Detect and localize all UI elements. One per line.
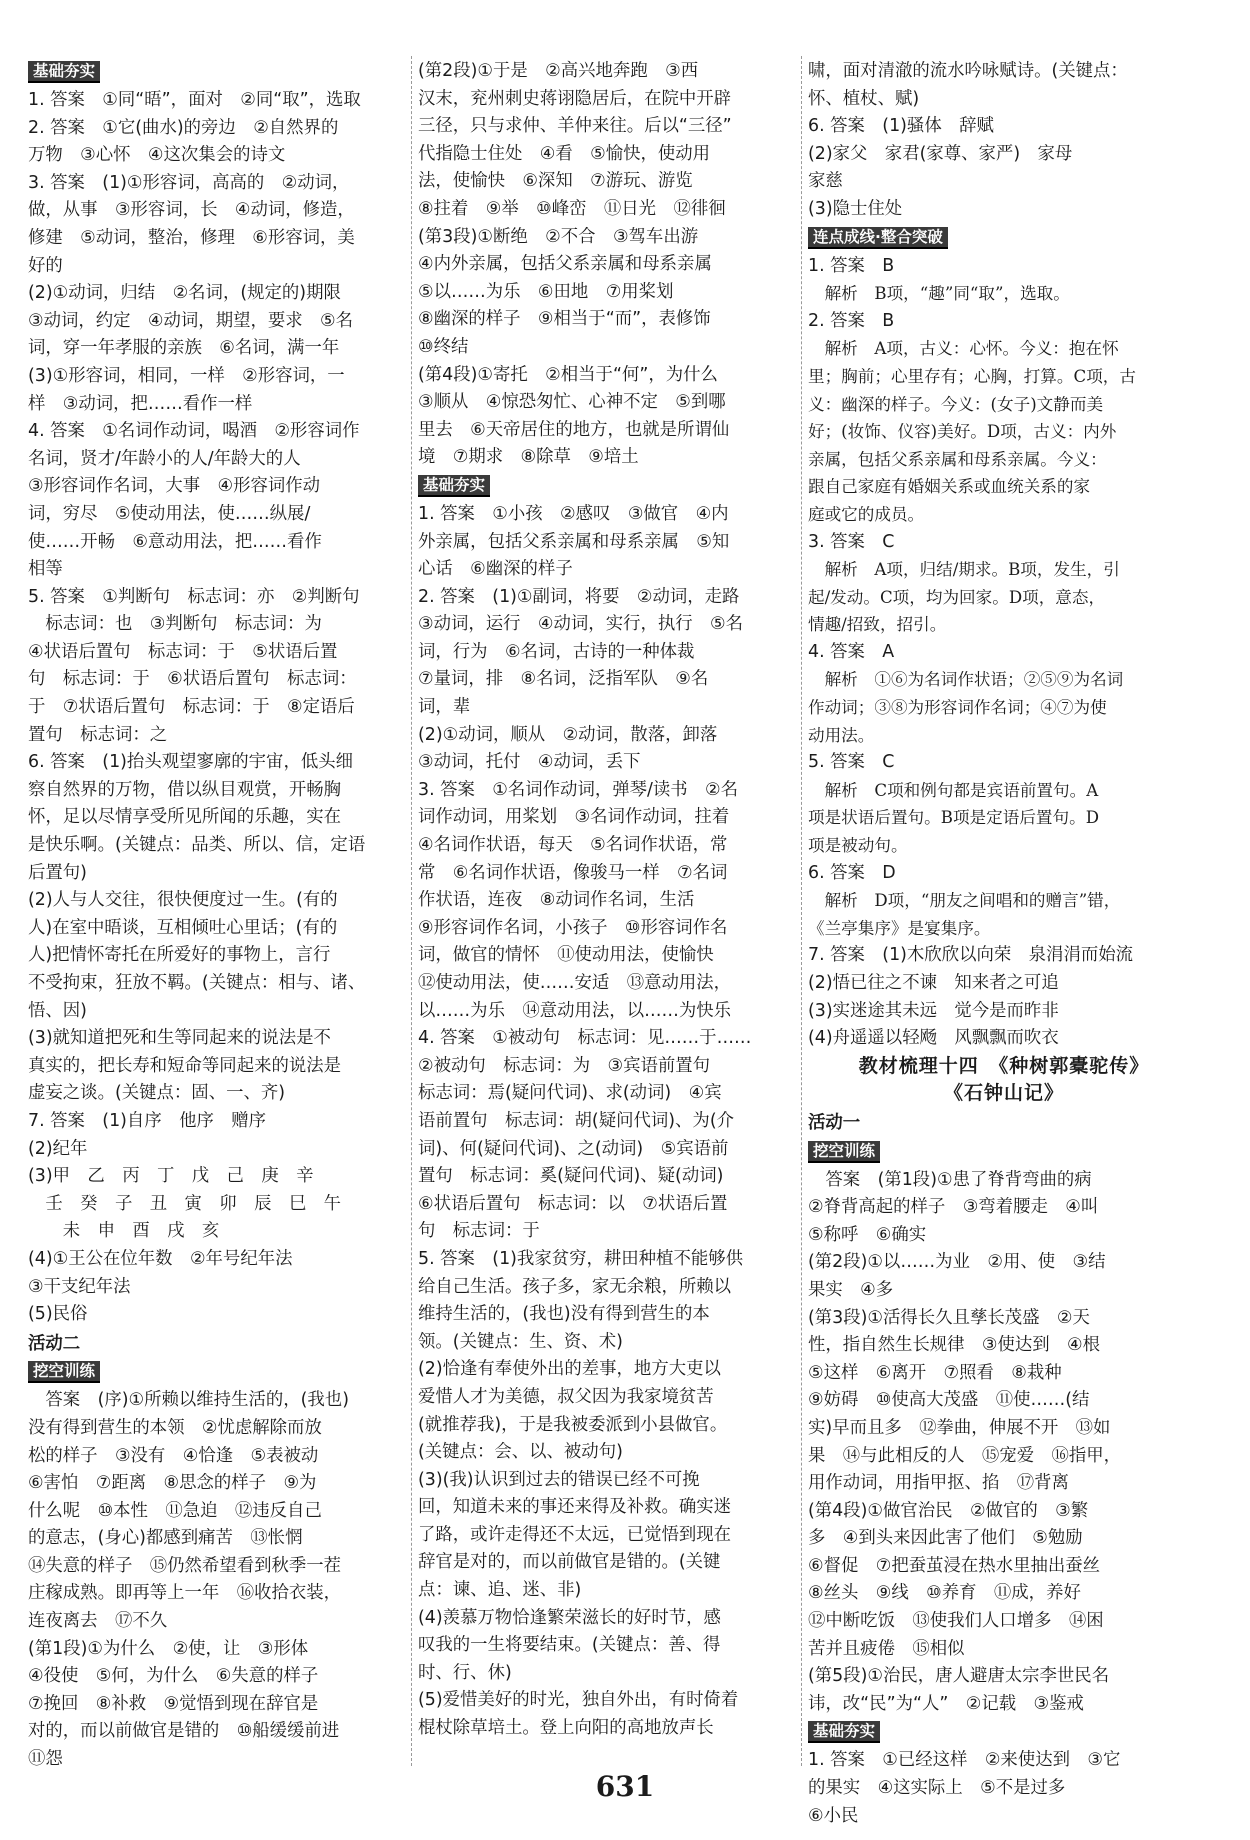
answer-line: ⑥督促 ⑦把蚕茧浸在热水里抽出蚕丝 bbox=[808, 1555, 1101, 1576]
section-label bbox=[808, 1718, 1200, 1747]
answer-line: 相等 bbox=[28, 559, 63, 580]
answer-line: 6. 答案 D bbox=[808, 862, 896, 883]
column-right bbox=[808, 58, 1200, 1830]
answer-line: (2)纪年 bbox=[28, 1138, 88, 1159]
answer-line: 常 ⑥名词作状语，像骏马一样 ⑦名词 bbox=[418, 862, 728, 883]
answer-line: 于 ⑦状语后置句 标志词：于 ⑧定语后 bbox=[28, 697, 355, 718]
answer-line: 果 ⑭与此相反的人 ⑮宠爱 ⑯指甲， bbox=[808, 1445, 1122, 1466]
answer-line: 词，穷尽 ⑤使动用法，使……纵展/ bbox=[28, 503, 311, 524]
answer-line: (3)(我)认识到过去的错误已经不可挽 bbox=[418, 1469, 700, 1490]
answer-line: (第2段)①于是 ②高兴地奔跑 ③西 bbox=[418, 61, 699, 81]
section-label-text: 连点成线·整合突破 bbox=[808, 227, 948, 249]
analysis-line: 解析 D项，“朋友之间唱和的赠言”错， bbox=[808, 891, 1121, 911]
section-label bbox=[808, 1138, 1200, 1167]
answer-line: 啸，面对清澈的流水吟咏赋诗。(关键点： bbox=[808, 61, 1128, 81]
answer-line: 好的 bbox=[28, 255, 63, 276]
analysis-line: 解析 A项，归结/期求。B项，发生，引 bbox=[808, 560, 1120, 580]
page-number: 631 bbox=[595, 1770, 655, 1803]
section-label bbox=[418, 472, 796, 501]
answer-line: 里去 ⑥天帝居住的地方，也就是所谓仙 bbox=[418, 419, 730, 440]
answer-line: 词)、何(疑问代词)、之(动词) ⑤宾语前 bbox=[418, 1138, 729, 1159]
answer-line: (5)爱惜美好的时光，独自外出，有时倚着 bbox=[418, 1690, 739, 1711]
answer-line: 答案 (第1段)①患了脊背弯曲的病 bbox=[808, 1169, 1092, 1190]
answer-line: 的意志，(身心)都感到痛苦 ⑬怅惘 bbox=[28, 1528, 303, 1549]
answer-line: 未 申 酉 戌 亥 bbox=[28, 1221, 220, 1242]
answer-line: (第3段)①断绝 ②不合 ③驾车出游 bbox=[418, 226, 699, 247]
answer-line: 1. 答案 ①小孩 ②感叹 ③做官 ④内 bbox=[418, 503, 729, 524]
section-label bbox=[28, 1358, 406, 1387]
answer-line: 修建 ⑤动词，整治，修理 ⑥形容词，美 bbox=[28, 227, 355, 248]
answer-line: 词作动词，用桨划 ③名词作动词，拄着 bbox=[418, 807, 730, 828]
analysis-line: 跟自己家庭有婚姻关系或血统关系的家 bbox=[808, 477, 1091, 497]
answer-line: 怀，足以尽情享受所见所闻的乐趣，实在 bbox=[28, 807, 342, 828]
answer-line: ⑩终结 bbox=[418, 336, 469, 357]
answer-line: ⑪怨 bbox=[28, 1749, 63, 1770]
activity-heading: 活动一 bbox=[808, 1112, 861, 1133]
answer-line: 用作动词，用指甲抠、掐 ⑰背离 bbox=[808, 1473, 1069, 1494]
answer-line: (第2段)①以……为业 ②用、使 ③结 bbox=[808, 1252, 1106, 1273]
answer-line: 领。(关键点：生、资、术) bbox=[418, 1331, 623, 1352]
answer-line: (第3段)①活得长久且孳长茂盛 ②天 bbox=[808, 1307, 1090, 1328]
answer-line: 的果实 ④这实际上 ⑤不是过多 bbox=[808, 1778, 1066, 1799]
analysis-line: 动用法。 bbox=[808, 725, 875, 745]
answer-line: (2)人与人交往，很快便度过一生。(有的 bbox=[28, 890, 338, 911]
analysis-line: 作动词；③⑧为形容词作名词；④⑦为使 bbox=[808, 698, 1107, 718]
answer-line: (2)①动词，归结 ②名词，(规定的)期限 bbox=[28, 283, 341, 304]
answer-line: 汉末，兖州刺史蒋诩隐居后，在院中开辟 bbox=[418, 88, 732, 109]
answer-line: 真实的，把长寿和短命等同起来的说法是 bbox=[28, 1055, 342, 1076]
answer-line: (第4段)①做官治民 ②做官的 ③繁 bbox=[808, 1500, 1089, 1521]
analysis-line: 解析 ①⑥为名词作状语；②⑤⑨为名词 bbox=[808, 670, 1124, 690]
answer-line: 7. 答案 (1)自序 他序 赠序 bbox=[28, 1110, 267, 1131]
answer-line: ⑥状语后置句 标志词：以 ⑦状语后置 bbox=[418, 1193, 728, 1214]
section-label-text: 挖空训练 bbox=[808, 1141, 880, 1163]
section-label-text: 挖空训练 bbox=[28, 1361, 100, 1383]
answer-line: 4. 答案 A bbox=[808, 641, 895, 662]
analysis-line: 解析 C项和例句都是宾语前置句。A bbox=[808, 780, 1099, 800]
answer-line: 词，做官的情怀 ⑪使动用法，使愉快 bbox=[418, 945, 714, 966]
answer-line: (3)就知道把死和生等同起来的说法是不 bbox=[28, 1028, 331, 1049]
answer-line: 1. 答案 ①同“晤”，面对 ②同“取”，选取 bbox=[28, 90, 361, 110]
answer-line: 人)把情怀寄托在所爱好的事物上，言行 bbox=[28, 945, 331, 966]
answer-line: ④役使 ⑤何，为什么 ⑥失意的样子 bbox=[28, 1666, 319, 1687]
answer-line: 5. 答案 ①判断句 标志词：亦 ②判断句 bbox=[28, 586, 360, 607]
answer-line: ③干支纪年法 bbox=[28, 1276, 131, 1297]
answer-line: 词，辈 bbox=[418, 697, 471, 718]
column-divider bbox=[801, 56, 802, 1766]
answer-line: 置句 标志词：之 bbox=[28, 724, 168, 745]
answer-line: 名词，贤才/年龄小的人/年龄大的人 bbox=[28, 448, 301, 469]
answer-line: ③动词，运行 ④动词，实行，执行 ⑤名 bbox=[418, 614, 744, 635]
answer-line: 词，行为 ⑥名词，古诗的一种体裁 bbox=[418, 641, 695, 662]
answer-line: 是快乐啊。(关键点：品类、所以、信，定语 bbox=[28, 835, 366, 856]
analysis-line: 庭或它的成员。 bbox=[808, 504, 925, 524]
answer-line: 6. 答案 (1)骚体 辞赋 bbox=[808, 116, 994, 137]
answer-line: 不受拘束，狂放不羁。(关键点：相与、诸、 bbox=[28, 973, 366, 993]
answer-line: ⑥小民 bbox=[808, 1805, 859, 1826]
answer-line: 后置句) bbox=[28, 862, 87, 883]
answer-line: 句 标志词：于 bbox=[418, 1221, 540, 1242]
answer-line: 点：谏、追、迷、非) bbox=[418, 1580, 582, 1601]
answer-line: ③顺从 ④惊恐匆忙、心神不定 ⑤到哪 bbox=[418, 392, 726, 413]
section-label-text: 基础夯实 bbox=[28, 61, 100, 83]
answer-line: ④内外亲属，包括父系亲属和母系亲属 bbox=[418, 254, 712, 275]
column-left bbox=[28, 58, 406, 1774]
answer-line: 察自然界的万物，借以纵目观赏，开畅胸 bbox=[28, 779, 342, 800]
answer-line: 给自己生活。孩子多，家无余粮，所赖以 bbox=[418, 1276, 732, 1297]
answer-line: 爱惜人才为美德，叔父因为我家境贫苦 bbox=[418, 1386, 714, 1407]
answer-line: 以……为乐 ⑭意动用法，以……为快乐 bbox=[418, 1000, 732, 1021]
analysis-line: 项是被动句。 bbox=[808, 836, 908, 856]
analysis-line: 好；(妆饰、仪容)美好。D项，古义：内外 bbox=[808, 422, 1117, 442]
answer-line: ③动词，托付 ④动词，丢下 bbox=[418, 752, 641, 773]
answer-line: (2)恰逢有奉使外出的差事，地方大吏以 bbox=[418, 1359, 721, 1380]
answer-line: 虚妄之谈。(关键点：固、一、齐) bbox=[28, 1083, 286, 1104]
answer-line: 实)早而且多 ⑫拳曲，伸展不开 ⑬如 bbox=[808, 1417, 1111, 1438]
answer-line: 回，知道未来的事还来得及补救。确实迷 bbox=[418, 1497, 732, 1518]
answer-line: ⑭失意的样子 ⑮仍然希望看到秋季一茬 bbox=[28, 1555, 342, 1576]
section-label-text: 基础夯实 bbox=[418, 475, 490, 497]
answer-line: 棍杖除草培土。登上向阳的高地放声长 bbox=[418, 1718, 714, 1739]
answer-line: 2. 答案 ①它(曲水)的旁边 ②自然界的 bbox=[28, 117, 339, 138]
answer-line: 没有得到营生的本领 ②忧虑解除而放 bbox=[28, 1417, 322, 1438]
answer-line: 时、行、休) bbox=[418, 1662, 512, 1683]
answer-line: ②脊背高起的样子 ③弯着腰走 ④叫 bbox=[808, 1197, 1099, 1218]
answer-line: 境 ⑦期求 ⑧除草 ⑨培土 bbox=[418, 447, 639, 468]
column-divider bbox=[411, 56, 412, 1766]
answer-line: 什么呢 ⑩本性 ⑪急迫 ⑫违反自己 bbox=[28, 1500, 322, 1521]
analysis-line: 《兰亭集序》是宴集序。 bbox=[808, 918, 991, 938]
chapter-title: 《石钟山记》 bbox=[943, 1082, 1064, 1105]
answer-line: ③动词，约定 ④动词，期望，要求 ⑤名 bbox=[28, 310, 354, 331]
answer-line: 5. 答案 C bbox=[808, 752, 895, 773]
answer-line: 心话 ⑥幽深的样子 bbox=[418, 559, 573, 580]
answer-line: 4. 答案 ①被动句 标志词：见……于…… bbox=[418, 1028, 752, 1049]
answer-line: 辞官是对的，而以前做官是错的。(关键 bbox=[418, 1552, 721, 1573]
answer-line: ⑦挽回 ⑧补救 ⑨觉悟到现在辞官是 bbox=[28, 1693, 319, 1714]
answer-line: 置句 标志词：奚(疑问代词)、疑(动词) bbox=[418, 1166, 724, 1187]
answer-line: ④状语后置句 标志词：于 ⑤状语后置 bbox=[28, 641, 338, 662]
analysis-line: 里；胸前；心里存有；心胸，打算。C项，古 bbox=[808, 366, 1136, 386]
answer-line: ④名词作状语，每天 ⑤名词作状语，常 bbox=[418, 835, 728, 856]
answer-line: ⑤称呼 ⑥确实 bbox=[808, 1224, 927, 1245]
answer-line: 万物 ③心怀 ④这次集会的诗文 bbox=[28, 145, 286, 166]
answer-line: (第1段)①为什么 ②使，让 ③形体 bbox=[28, 1638, 309, 1659]
analysis-line: 亲属，包括父系亲属和母系亲属。今义： bbox=[808, 449, 1107, 469]
answer-line: (关键点：会、以、被动句) bbox=[418, 1442, 623, 1463]
answer-line: 叹我的一生将要结束。(关键点：善、得 bbox=[418, 1635, 721, 1656]
answer-line: 2. 答案 (1)①副词，将要 ②动词，走路 bbox=[418, 586, 740, 607]
answer-line: 标志词：也 ③判断句 标志词：为 bbox=[28, 614, 322, 635]
answer-line: 7. 答案 (1)木欣欣以向荣 泉涓涓而始流 bbox=[808, 945, 1134, 966]
answer-line: 果实 ④多 bbox=[808, 1279, 894, 1300]
section-label bbox=[808, 224, 1200, 253]
answer-line: 性，指自然生长规律 ③使达到 ④根 bbox=[808, 1335, 1101, 1356]
answer-line: ⑥害怕 ⑦距离 ⑧思念的样子 ⑨为 bbox=[28, 1473, 317, 1494]
column-middle bbox=[418, 58, 796, 1743]
answer-line: ⑫使动用法，使……安适 ⑬意动用法， bbox=[418, 973, 732, 993]
section-label bbox=[28, 58, 406, 87]
answer-line: 悟、因) bbox=[28, 1000, 87, 1021]
answer-line: 松的样子 ③没有 ④恰逢 ⑤表被动 bbox=[28, 1445, 319, 1466]
answer-line: (第5段)①治民，唐人避唐太宗李世民名 bbox=[808, 1666, 1110, 1687]
answer-line: ⑫中断吃饭 ⑬使我们人口增多 ⑭困 bbox=[808, 1611, 1104, 1632]
answer-line: 1. 答案 ①已经这样 ②来使达到 ③它 bbox=[808, 1750, 1121, 1771]
answer-line: 维持生活的，(我也)没有得到营生的本 bbox=[418, 1304, 710, 1325]
answer-line: 连夜离去 ⑰不久 bbox=[28, 1611, 168, 1632]
answer-line: 标志词：焉(疑问代词)、求(动词) ④宾 bbox=[418, 1083, 722, 1104]
answer-line: 外亲属，包括父系亲属和母系亲属 ⑤知 bbox=[418, 531, 730, 552]
answer-line: ⑨形容词作名词，小孩子 ⑩形容词作名 bbox=[418, 917, 728, 938]
answer-line: 代指隐士住处 ④看 ⑤愉快，使动用 bbox=[418, 143, 711, 164]
analysis-line: 解析 B项，“趣”同“取”，选取。 bbox=[808, 284, 1070, 304]
answer-line: ⑤这样 ⑥离开 ⑦照看 ⑧栽种 bbox=[808, 1362, 1062, 1383]
answer-line: 对的，而以前做官是错的 ⑩船缓缓前进 bbox=[28, 1721, 340, 1742]
answer-line: ⑧幽深的样子 ⑨相当于“而”，表修饰 bbox=[418, 309, 711, 330]
answer-line: 庄稼成熟。即再等上一年 ⑯收拾衣装， bbox=[28, 1583, 342, 1604]
answer-line: ②被动句 标志词：为 ③宾语前置句 bbox=[418, 1055, 711, 1076]
analysis-line: 项是状语后置句。B项是定语后置句。D bbox=[808, 808, 1099, 828]
answer-line: ⑧拄着 ⑨举 ⑩峰峦 ⑪日光 ⑫徘徊 bbox=[418, 198, 726, 219]
answer-line: 样 ③动词，把……看作一样 bbox=[28, 393, 253, 414]
answer-line: (3)隐士住处 bbox=[808, 198, 903, 219]
answer-line: (4)羡慕万物恰逢繁荣滋长的好时节，感 bbox=[418, 1607, 721, 1628]
chapter-title: 教材梳理十四 《种树郭橐驼传》 bbox=[858, 1054, 1150, 1077]
activity-heading: 活动二 bbox=[28, 1333, 81, 1354]
answer-line: 怀、植杖、赋) bbox=[808, 88, 920, 109]
analysis-line: 解析 A项，古义：心怀。今义：抱在怀 bbox=[808, 339, 1119, 359]
answer-line: (5)民俗 bbox=[28, 1304, 88, 1325]
answer-line: ⑧丝头 ⑨线 ⑩养育 ⑪成，养好 bbox=[808, 1583, 1081, 1604]
answer-line: 讳，改“民”为“人” ②记载 ③鉴戒 bbox=[808, 1693, 1084, 1714]
answer-line: ⑨妨碍 ⑩使高大茂盛 ⑪使……(结 bbox=[808, 1390, 1090, 1411]
answer-line: (4)舟遥遥以轻飏 风飘飘而吹衣 bbox=[808, 1028, 1059, 1049]
answer-line: 了路，或许走得还不太远，已觉悟到现在 bbox=[418, 1524, 732, 1545]
answer-line: 3. 答案 C bbox=[808, 531, 895, 552]
answer-line: (4)①王公在位年数 ②年号纪年法 bbox=[28, 1248, 293, 1269]
answer-line: 6. 答案 (1)抬头观望寥廓的宇宙，低头细 bbox=[28, 752, 354, 773]
answer-line: 苦并且疲倦 ⑮相似 bbox=[808, 1638, 965, 1659]
answer-line: 做，从事 ③形容词，长 ④动词，修造， bbox=[28, 200, 355, 221]
answer-line: 3. 答案 (1)①形容词，高高的 ②动词， bbox=[28, 172, 350, 193]
answer-line: (3)实迷途其未远 觉今是而昨非 bbox=[808, 1000, 1059, 1021]
section-label-text: 基础夯实 bbox=[808, 1721, 880, 1743]
answer-line: (3)甲 乙 丙 丁 戊 己 庚 辛 bbox=[28, 1166, 314, 1187]
answer-line: (就推荐我)，于是我被委派到小县做官。 bbox=[418, 1414, 728, 1435]
answer-line: 3. 答案 ①名词作动词，弹琴/读书 ②名 bbox=[418, 779, 739, 800]
answer-line: 句 标志词：于 ⑥状语后置句 标志词： bbox=[28, 669, 357, 690]
answer-line: (2)家父 家君(家尊、家严) 家母 bbox=[808, 143, 1073, 164]
answer-line: 语前置句 标志词：胡(疑问代词)、为(介 bbox=[418, 1110, 734, 1131]
answer-line: ③形容词作名词，大事 ④形容词作动 bbox=[28, 476, 321, 497]
analysis-line: 义：幽深的样子。今义：(女子)文静而美 bbox=[808, 394, 1104, 414]
answer-line: 5. 答案 (1)我家贫穷，耕田种植不能够供 bbox=[418, 1248, 744, 1269]
answer-line: 家慈 bbox=[808, 171, 843, 192]
answer-line: ⑦量词，排 ⑧名词，泛指军队 ⑨名 bbox=[418, 669, 709, 690]
answer-line: 壬 癸 子 丑 寅 卯 辰 巳 午 bbox=[28, 1193, 342, 1214]
answer-line: 人)在室中晤谈，互相倾吐心里话；(有的 bbox=[28, 917, 338, 938]
answer-line: 多 ④到头来因此害了他们 ⑤勉励 bbox=[808, 1528, 1083, 1549]
answer-line: (2)悟已往之不谏 知来者之可追 bbox=[808, 973, 1059, 993]
answer-line: 2. 答案 B bbox=[808, 310, 895, 331]
answer-line: 法，使愉快 ⑥深知 ⑦游玩、游览 bbox=[418, 171, 693, 192]
answer-line: (3)①形容词，相同，一样 ②形容词，一 bbox=[28, 365, 345, 386]
analysis-line: 起/发动。C项，均为回家。D项，意态， bbox=[808, 587, 1106, 607]
answer-line: ⑤以……为乐 ⑥田地 ⑦用桨划 bbox=[418, 281, 674, 302]
analysis-line: 情趣/招致，招引。 bbox=[808, 615, 947, 635]
answer-line: (2)①动词，顺从 ②动词，散落，卸落 bbox=[418, 724, 718, 745]
answer-line: 答案 (序)①所赖以维持生活的，(我也) bbox=[28, 1390, 349, 1411]
answer-line: 词，穿一年孝服的亲族 ⑥名词，满一年 bbox=[28, 338, 340, 359]
answer-line: 使……开畅 ⑥意动用法，把……看作 bbox=[28, 531, 322, 552]
answer-line: (第4段)①寄托 ②相当于“何”，为什么 bbox=[418, 364, 718, 385]
answer-line: 作状语，连夜 ⑧动词作名词，生活 bbox=[418, 890, 695, 911]
answer-line: 4. 答案 ①名词作动词，喝酒 ②形容词作 bbox=[28, 421, 360, 442]
answer-line: 三径，只与求仲、羊仲来往。后以“三径” bbox=[418, 116, 732, 137]
answer-line: 1. 答案 B bbox=[808, 255, 895, 276]
